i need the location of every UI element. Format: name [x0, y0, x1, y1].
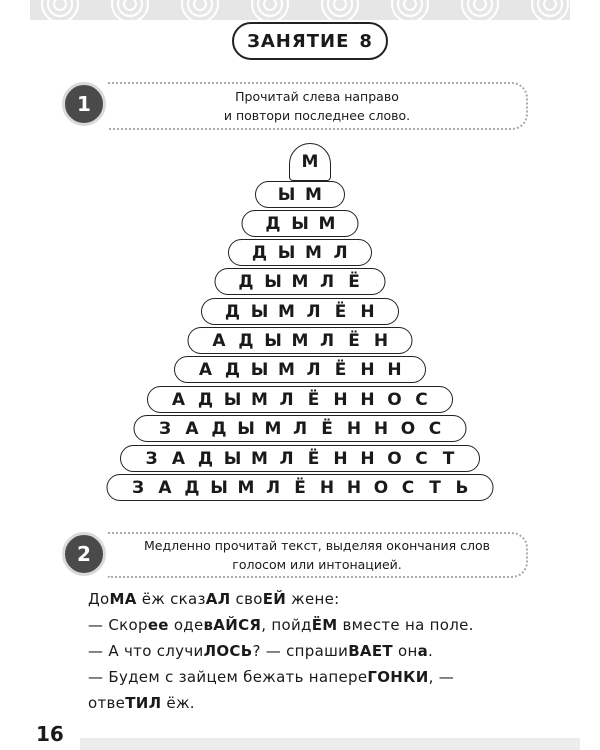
pyramid-letter: О: [373, 477, 389, 498]
decorative-bottom-band: [80, 738, 580, 750]
pyramid-letter: М: [305, 242, 322, 263]
pyramid-letter: Н: [333, 448, 348, 469]
pyramid-letter: Ы: [277, 242, 296, 263]
pyramid-row: [255, 181, 345, 208]
pyramid-letter: Ё: [321, 418, 333, 439]
pyramid-letter: Д: [238, 330, 254, 351]
pyramid-letter: С: [415, 389, 428, 410]
task-2-instruction-box: [108, 532, 528, 578]
pyramid-letter: С: [415, 448, 428, 469]
pyramid-letter: Ё: [307, 448, 320, 469]
pyramid-letter: М: [251, 448, 268, 469]
pyramid-letter: Л: [306, 301, 321, 322]
emphasized-ending: вАЙСЯ: [203, 616, 262, 634]
pyramid-letter: А: [171, 389, 186, 410]
pyramid-row: [107, 474, 494, 501]
pyramid-letter: Д: [224, 359, 241, 380]
pyramid-letter: Ы: [264, 271, 282, 292]
pyramid-letter: Л: [265, 477, 281, 498]
emphasized-ending: МА: [109, 590, 137, 608]
pyramid-letter: М: [237, 477, 255, 498]
pyramid-letter: Ы: [223, 448, 242, 469]
pyramid-row: [215, 268, 386, 295]
pyramid-letter: Ы: [277, 184, 296, 205]
pyramid-letter: О: [400, 418, 416, 439]
pyramid-letter: Л: [279, 389, 294, 410]
pyramid-letter: Н: [360, 389, 375, 410]
task-2-instruction-line: Медленно прочитай текст, выделяя окончания слов: [144, 538, 490, 553]
pyramid-letter: Ы: [264, 330, 282, 351]
text-segment: вместе на поле.: [337, 616, 474, 634]
pyramid-letter: Д: [251, 242, 268, 263]
pyramid-letter: Н: [373, 418, 389, 439]
pyramid-letter: З: [131, 477, 145, 498]
pyramid-letter: Н: [346, 418, 362, 439]
text-line: [88, 638, 588, 664]
decorative-top-band: [30, 0, 570, 20]
emphasized-ending: ЁМ: [311, 616, 338, 634]
text-segment: он: [392, 642, 418, 660]
pyramid-letter: А: [198, 359, 213, 380]
pyramid-row: [242, 210, 359, 237]
pyramid-row: [188, 327, 413, 354]
pyramid-letter: З: [145, 448, 158, 469]
pyramid-letter: М: [251, 389, 268, 410]
pyramid-letter: М: [291, 271, 309, 292]
text-segment: жене:: [286, 590, 340, 608]
pyramid-letter: Л: [319, 271, 335, 292]
text-line: [88, 664, 588, 690]
pyramid-row: [228, 239, 372, 266]
text-segment: оде: [168, 616, 204, 634]
emphasized-ending: ГОНКИ: [367, 668, 429, 686]
task-1-instruction-box: [108, 82, 528, 130]
pyramid-letter: Ё: [294, 477, 306, 498]
pyramid-letter: Д: [238, 271, 254, 292]
reading-text: [88, 586, 588, 716]
pyramid-letter: М: [278, 359, 295, 380]
page-number: 16: [36, 722, 64, 746]
pyramid-row: [134, 415, 467, 442]
task-2-instruction-line: голосом или интонацией.: [232, 557, 402, 572]
pyramid-letter: Ы: [250, 359, 269, 380]
pyramid-letter: Н: [360, 448, 375, 469]
pyramid-letter: Ы: [250, 301, 269, 322]
pyramid-letter: Ё: [334, 301, 347, 322]
pyramid-row: [201, 298, 399, 325]
pyramid-letter: Н: [373, 330, 389, 351]
pyramid-letter: Д: [197, 448, 214, 469]
emphasized-ending: ТИЛ: [125, 694, 162, 712]
text-line: [88, 586, 588, 612]
text-segment: ? — спраши: [252, 642, 349, 660]
pyramid-row: [147, 386, 453, 413]
pyramid-letter: Н: [387, 359, 402, 380]
pyramid-letter: Д: [197, 389, 214, 410]
task-2-number-badge: [62, 532, 106, 576]
text-segment: До: [88, 590, 110, 608]
task-1-instruction-line: Прочитай слева направо: [235, 89, 399, 104]
task-2-number: 2: [77, 542, 91, 566]
task-1-instruction-line: и повтори последнее слово.: [223, 108, 411, 123]
lesson-label: ЗАНЯТИЕ: [247, 30, 350, 52]
pyramid-letter: М: [278, 301, 295, 322]
text-segment: сво: [230, 590, 263, 608]
pyramid-letter: Д: [211, 418, 227, 439]
pyramid-letter: А: [212, 330, 226, 351]
pyramid-letter: С: [428, 418, 442, 439]
pyramid-letter: А: [158, 477, 172, 498]
pyramid-letter: Л: [319, 330, 335, 351]
pyramid-letter: О: [387, 389, 402, 410]
pyramid-letter: Н: [360, 301, 375, 322]
pyramid-letter: Д: [224, 301, 241, 322]
pyramid-letter: А: [171, 448, 186, 469]
lesson-number: 8: [359, 30, 373, 52]
pyramid-row: [174, 356, 426, 383]
pyramid-letter: С: [401, 477, 415, 498]
lesson-title: [232, 22, 388, 60]
text-segment: — Будем с зайцем бежать напере: [88, 668, 368, 686]
pyramid-letter: Л: [292, 418, 308, 439]
emphasized-ending: АЛ: [205, 590, 231, 608]
pyramid-letter: Ы: [210, 477, 228, 498]
task-1-number: 1: [77, 92, 91, 116]
pyramid-top-letter: М: [289, 143, 331, 181]
pyramid-letter: Л: [279, 448, 294, 469]
pyramid-letter: Н: [333, 389, 348, 410]
text-segment: ёж.: [161, 694, 195, 712]
pyramid-letter: Н: [360, 359, 375, 380]
emphasized-ending: ее: [147, 616, 169, 634]
pyramid-letter: М: [291, 330, 309, 351]
pyramid-row: [120, 445, 480, 472]
pyramid-letter: Н: [319, 477, 335, 498]
pyramid-letter: З: [158, 418, 172, 439]
pyramid-letter: Ё: [348, 330, 360, 351]
pyramid-letter: Д: [184, 477, 200, 498]
pyramid-letter: А: [185, 418, 199, 439]
pyramid-letter: Ё: [334, 359, 347, 380]
pyramid-letter: Ы: [237, 418, 255, 439]
pyramid-letter: Т: [442, 448, 455, 469]
text-segment: ёж сказ: [136, 590, 206, 608]
pyramid-letter: Ё: [348, 271, 360, 292]
emphasized-ending: а: [417, 642, 429, 660]
pyramid-letter: М: [264, 418, 282, 439]
text-line: [88, 612, 588, 638]
text-segment: — А что случи: [88, 642, 204, 660]
pyramid-letter: Ь: [455, 477, 469, 498]
pyramid-letter: Ы: [291, 213, 309, 234]
pyramid-letter: Л: [333, 242, 348, 263]
emphasized-ending: ЛОСЬ: [203, 642, 253, 660]
text-segment: — Скор: [88, 616, 148, 634]
emphasized-ending: ВАЕТ: [348, 642, 393, 660]
text-segment: отве: [88, 694, 126, 712]
pyramid-letter: Л: [306, 359, 321, 380]
pyramid-letter: О: [387, 448, 402, 469]
text-line: [88, 690, 588, 716]
text-segment: , пойд: [261, 616, 312, 634]
pyramid-letter: Ё: [307, 389, 320, 410]
text-segment: , —: [428, 668, 455, 686]
task-1-number-badge: [62, 82, 106, 126]
text-segment: .: [428, 642, 434, 660]
pyramid-letter: М: [318, 213, 336, 234]
pyramid-letter: М: [305, 184, 322, 205]
pyramid-letter: Ы: [223, 389, 242, 410]
pyramid-letter: Т: [429, 477, 441, 498]
pyramid-letter: Д: [265, 213, 281, 234]
emphasized-ending: ЕЙ: [262, 590, 287, 608]
pyramid-letter: Н: [346, 477, 362, 498]
